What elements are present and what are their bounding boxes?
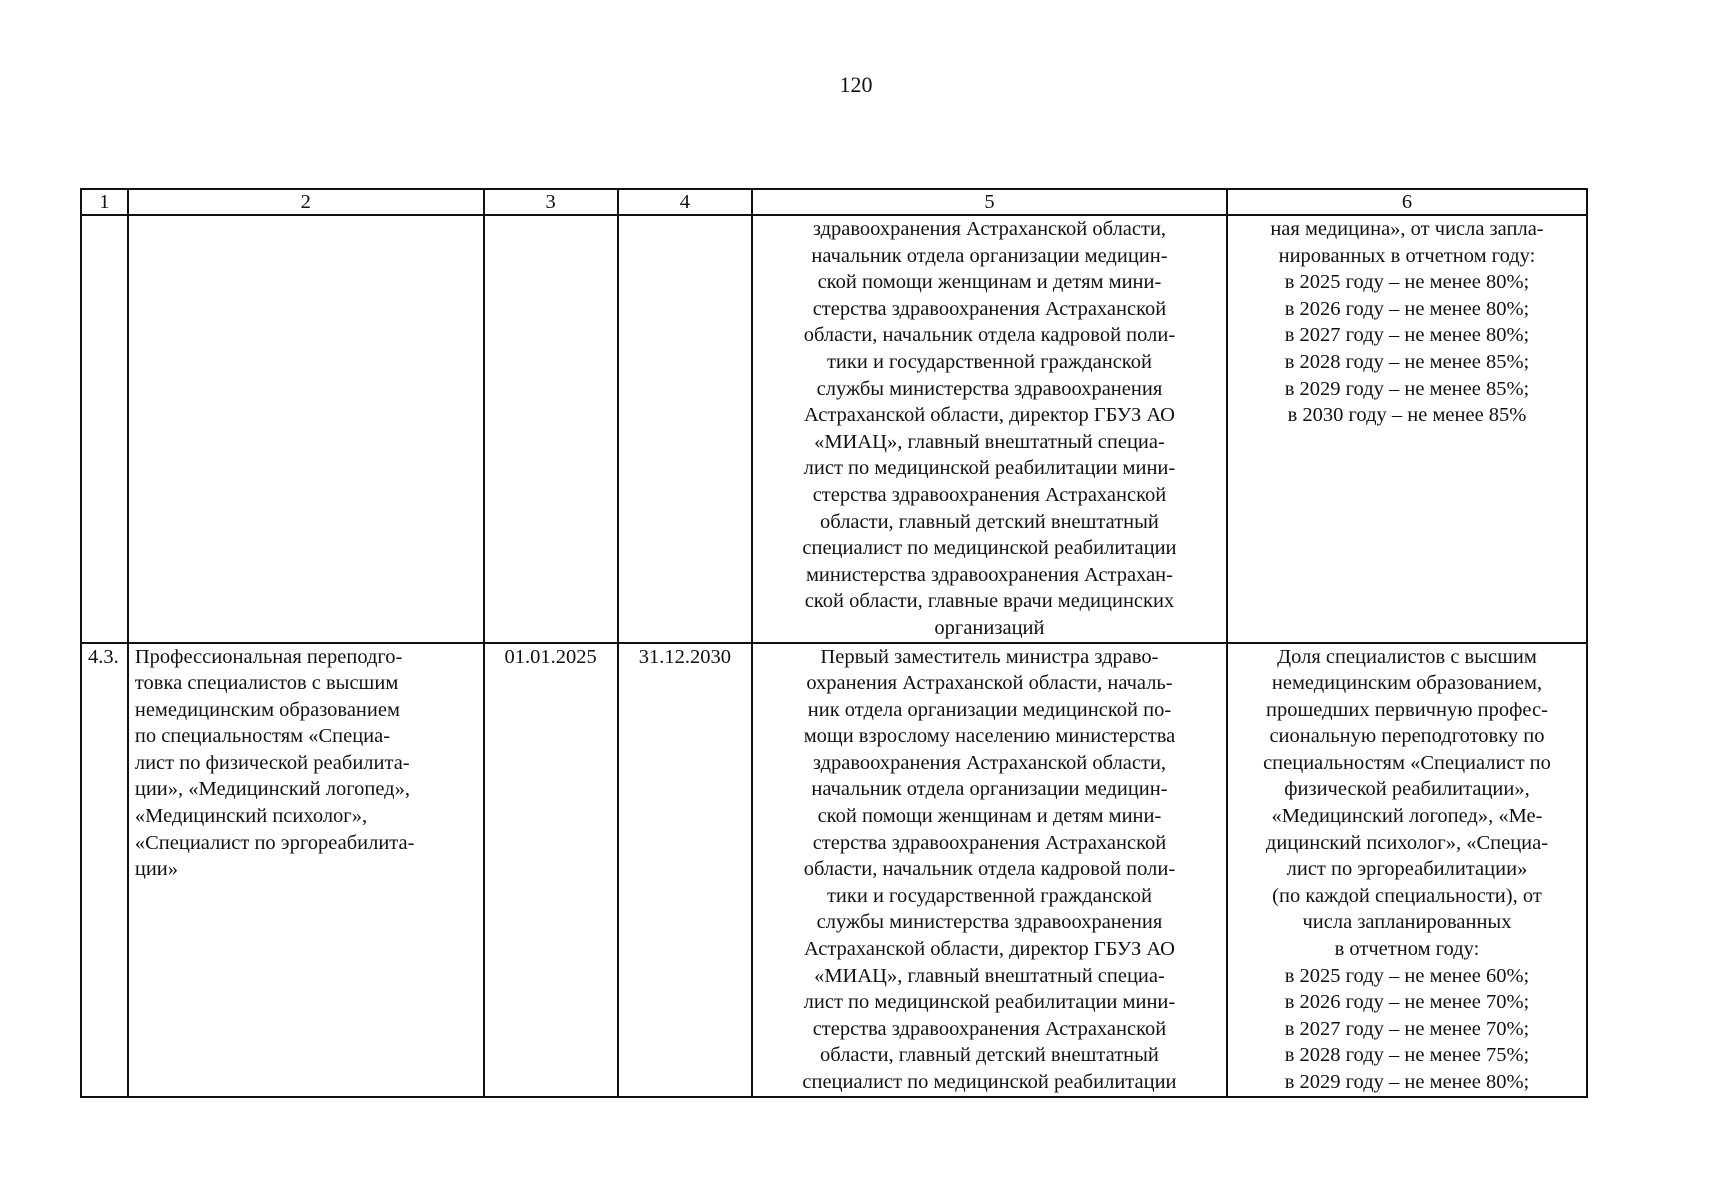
text-line: начальник отдела организации медицин-	[811, 244, 1168, 267]
text-line: лист по медицинской реабилитации мини-	[803, 991, 1176, 1014]
text-line: числа запланированных	[1302, 911, 1512, 934]
text-line: в 2029 году – не менее 80%;	[1284, 1071, 1530, 1093]
responsible-cell	[752, 643, 1227, 1097]
text-line: дицинский психолог», «Специа-	[1265, 831, 1549, 854]
text-line: организаций	[934, 616, 1045, 639]
text-line: в 2027 году – не менее 70%;	[1284, 1017, 1530, 1040]
text-line: Доля специалистов с высшим	[1277, 645, 1537, 668]
measure-name-cell	[128, 643, 484, 1097]
text-line: стерства здравоохранения Астраханской	[812, 483, 1167, 506]
text-line: в 2028 году – не менее 75%;	[1284, 1044, 1530, 1067]
text-line: ской помощи женщинам и детям мини-	[817, 805, 1162, 828]
text-line: «Медицинский психолог»,	[134, 805, 368, 828]
text-line: физической реабилитации»,	[1284, 778, 1530, 801]
text-line: в 2029 году – не менее 85%;	[1284, 377, 1530, 400]
text-line: в 2025 году – не менее 80%;	[1284, 271, 1530, 294]
text-line: начальник отдела организации медицин-	[811, 778, 1168, 801]
text-line: в 2027 году – не менее 80%;	[1284, 324, 1530, 347]
text-line: Астраханской области, директор ГБУЗ АО	[803, 938, 1175, 961]
text-line: ции», «Медицинский логопед»,	[134, 778, 410, 801]
text-line: прошедших первичную профес-	[1266, 698, 1548, 721]
text-line: здравоохранения Астраханской области,	[812, 218, 1167, 240]
text-line: «Специалист по эргореабилита-	[134, 831, 415, 854]
text-line: области, начальник отдела кадровой поли-	[803, 324, 1176, 347]
text-line: специалист по медицинской реабилитации	[802, 1071, 1177, 1093]
text-line: специальностям «Специалист по	[1263, 751, 1551, 774]
text-line: в 2025 году – не менее 60%;	[1284, 964, 1530, 987]
text-line: (по каждой специальности), от	[1272, 884, 1542, 907]
start-date-cell	[484, 215, 618, 643]
text-line: сиональную переподготовку по	[1269, 725, 1545, 748]
page-number: 120	[839, 72, 873, 97]
row-number-cell: 4.3.	[81, 643, 128, 1097]
text-line: Профессиональная переподго-	[134, 645, 403, 668]
measures-table	[80, 188, 1588, 1098]
text-line: стерства здравоохранения Астраханской	[812, 831, 1167, 854]
text-line: по специальностям «Специа-	[134, 725, 391, 748]
column-header-1: 1	[81, 189, 128, 215]
text-line: области, начальник отдела кадровой поли-	[803, 858, 1176, 881]
text-line: Первый заместитель министра здраво-	[820, 645, 1159, 668]
text-line: службы министерства здравоохранения	[816, 377, 1163, 400]
table-row	[81, 643, 1587, 1097]
column-header-5: 5	[752, 189, 1227, 215]
column-header-3: 3	[484, 189, 618, 215]
text-line: ции»	[134, 858, 179, 881]
text-line: в 2030 году – не менее 85%	[1287, 404, 1527, 427]
text-line: ник отдела организации медицинской по-	[807, 698, 1172, 721]
text-line: специалист по медицинской реабилитации	[802, 537, 1177, 560]
text-line: товка специалистов с высшим	[134, 672, 399, 695]
text-line: в 2028 году – не менее 85%;	[1284, 350, 1530, 373]
start-date-cell: 01.01.2025	[484, 643, 618, 1097]
text-line: службы министерства здравоохранения	[816, 911, 1163, 934]
text-line: ской помощи женщинам и детям мини-	[817, 271, 1162, 294]
text-line: тики и государственной гражданской	[826, 350, 1152, 373]
responsible-cell	[752, 215, 1227, 643]
text-line: лист по эргореабилитации»	[1286, 858, 1528, 881]
text-line: тики и государственной гражданской	[826, 884, 1152, 907]
text-line: мощи взрослому населению министерства	[803, 725, 1176, 748]
column-header-4: 4	[618, 189, 752, 215]
text-line: лист по физической реабилита-	[134, 751, 410, 774]
text-line: «Медицинский логопед», «Ме-	[1271, 805, 1543, 828]
text-line: лист по медицинской реабилитации мини-	[803, 457, 1176, 480]
row-number-cell	[81, 215, 128, 643]
text-line: в отчетном году:	[1334, 938, 1480, 961]
text-line: Астраханской области, директор ГБУЗ АО	[803, 404, 1175, 427]
result-indicator-cell	[1227, 643, 1587, 1097]
text-line: здравоохранения Астраханской области,	[812, 751, 1167, 774]
end-date-cell: 31.12.2030	[618, 643, 752, 1097]
text-line: немедицинским образованием,	[1271, 672, 1543, 695]
text-line: в 2026 году – не менее 70%;	[1284, 991, 1530, 1014]
column-number-row	[81, 189, 1587, 215]
text-line: области, главный детский внештатный	[820, 1044, 1159, 1067]
end-date-cell	[618, 215, 752, 643]
text-line: охранения Астраханской области, началь-	[806, 672, 1173, 695]
text-line: стерства здравоохранения Астраханской	[812, 1017, 1167, 1040]
text-line: немедицинским образованием	[134, 698, 400, 721]
text-line: министерства здравоохранения Астрахан-	[805, 563, 1173, 586]
result-indicator-cell	[1227, 215, 1587, 643]
table-row	[81, 215, 1587, 643]
column-header-6: 6	[1227, 189, 1587, 215]
text-line: в 2026 году – не менее 80%;	[1284, 297, 1530, 320]
text-line: стерства здравоохранения Астраханской	[812, 297, 1167, 320]
text-line: ная медицина», от числа запла-	[1270, 218, 1544, 240]
text-line: нированных в отчетном году:	[1278, 244, 1536, 267]
text-line: области, главный детский внештатный	[820, 510, 1159, 533]
measure-name-cell	[128, 215, 484, 643]
column-header-2: 2	[128, 189, 484, 215]
text-line: «МИАЦ», главный внештатный специа-	[814, 964, 1165, 987]
text-line: «МИАЦ», главный внештатный специа-	[814, 430, 1165, 453]
text-line: ской области, главные врачи медицинских	[804, 590, 1175, 613]
